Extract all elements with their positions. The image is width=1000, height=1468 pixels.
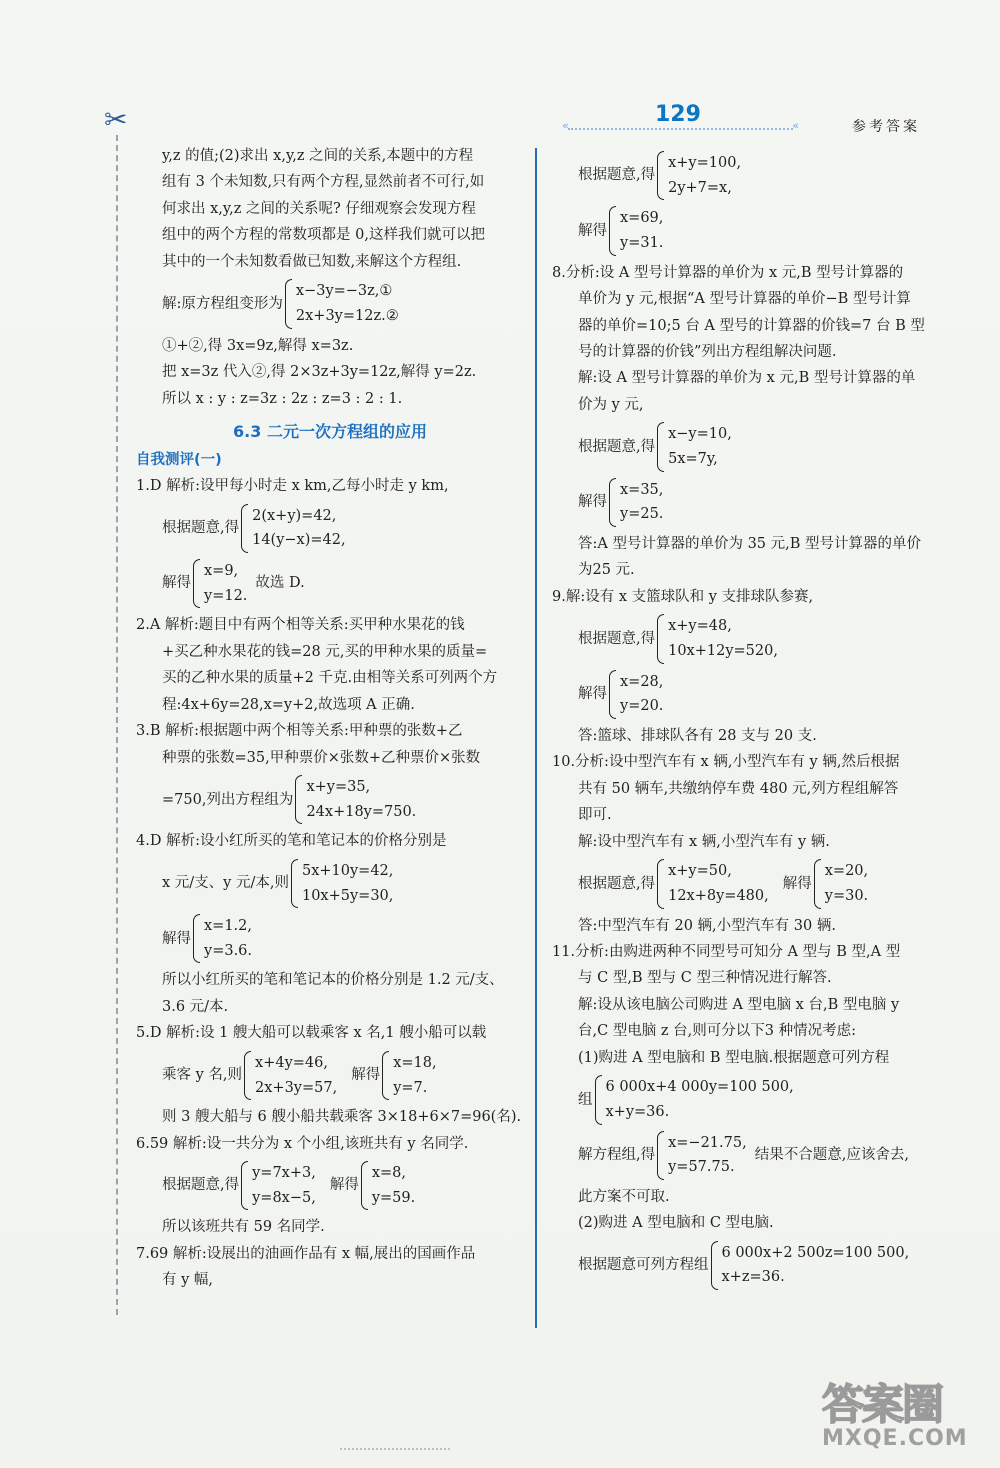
brace bbox=[609, 478, 616, 527]
solution-line: 台,C 型电脑 z 台,则可分以下3 种情况考虑: bbox=[578, 1023, 856, 1040]
result-system bbox=[136, 914, 524, 963]
page-number: 129 bbox=[655, 102, 701, 127]
solution-system bbox=[136, 279, 524, 328]
question-line: 即可. bbox=[578, 807, 612, 824]
question-line: 所以小红所买的笔和笔记本的价格分别是 1.2 元/支、 bbox=[162, 972, 504, 989]
brace bbox=[241, 504, 248, 553]
equation-lead: 根据题意,得 bbox=[578, 167, 656, 184]
equation: 10x+5y=30, bbox=[301, 887, 394, 904]
equation-system bbox=[552, 614, 944, 663]
brace bbox=[244, 1051, 251, 1100]
equation: 5x+10y=42, bbox=[301, 862, 394, 879]
result: x=69, bbox=[620, 210, 664, 227]
equation-system bbox=[136, 1051, 524, 1100]
equation-system bbox=[136, 775, 524, 824]
question-line: 2.A 解析:题目中有两个相等关系:买甲种水果花的钱 bbox=[136, 617, 465, 634]
cut-line bbox=[116, 135, 118, 1315]
equation-system bbox=[552, 422, 944, 471]
equation-lead: 根据题意可列方程组 bbox=[578, 1257, 709, 1274]
equation: x−3y=−3z,① bbox=[295, 283, 393, 300]
equation: 24x+18y=750. bbox=[306, 803, 417, 820]
section-title: 6.3 二元一次方程组的应用 bbox=[233, 422, 427, 442]
solution-line: 解:设中型汽车有 x 辆,小型汽车有 y 辆. bbox=[578, 833, 830, 850]
result-lead: 解得 bbox=[578, 686, 607, 703]
scissors-icon: ✂ bbox=[104, 103, 128, 136]
equation-system bbox=[552, 151, 944, 200]
case-line: (2)购进 A 型电脑和 C 型电脑. bbox=[578, 1215, 774, 1232]
result-lead: 解方程组,得 bbox=[578, 1147, 656, 1164]
arrow-left-icon: « bbox=[792, 119, 799, 132]
result-system bbox=[552, 206, 944, 255]
question-line: 共有 50 辆车,共缴纳停车费 480 元,列方程组解答 bbox=[578, 780, 899, 797]
result: x=35, bbox=[620, 481, 664, 498]
section-label: 参考答案 bbox=[852, 119, 920, 135]
equation-lead: 解:原方程组变形为 bbox=[162, 295, 283, 312]
result-tail: 故选 D. bbox=[255, 575, 305, 592]
equation: 2(x+y)=42, bbox=[252, 507, 337, 524]
question-line: 7.69 解析:设展出的油画作品有 x 幅,展出的国画作品 bbox=[136, 1245, 476, 1262]
question-line: 6.59 解析:设一共分为 x 个小组,该班共有 y 名同学. bbox=[136, 1135, 469, 1152]
equation-lead: =750,列出方程组为 bbox=[162, 791, 294, 808]
question-line: 11.分析:由购进两种不同型号可知分 A 型与 B 型,A 型 bbox=[552, 944, 901, 960]
result: y=7. bbox=[393, 1079, 428, 1096]
result-tail: 结果不合题意,应该舍去, bbox=[754, 1147, 909, 1164]
result: y=31. bbox=[620, 234, 664, 251]
question-line: 器的单价=10;5 台 A 型号的计算器的价钱=7 台 B 型 bbox=[578, 317, 925, 334]
solution-line: 解:设从该电脑公司购进 A 型电脑 x 台,B 型电脑 y bbox=[578, 996, 900, 1013]
equation: 12x+8y=480, bbox=[668, 887, 769, 904]
equation-lead: x 元/支、y 元/本,则 bbox=[162, 875, 289, 892]
question-line: 5.D 解析:设 1 艘大船可以载乘客 x 名,1 艘小船可以载 bbox=[136, 1025, 487, 1042]
equation: 5x=7y, bbox=[668, 451, 718, 468]
result: y=59. bbox=[371, 1189, 416, 1206]
equation: 6 000x+4 000y=100 500, bbox=[605, 1079, 794, 1096]
solution-line: ①+②,得 3x=9z,解得 x=3z. bbox=[162, 337, 354, 354]
question-line: 买的乙种水果的质量+2 千克.由相等关系可列两个方 bbox=[162, 670, 498, 687]
brace bbox=[193, 914, 200, 963]
brace bbox=[361, 1161, 368, 1210]
question-line: 所以该班共有 59 名同学. bbox=[162, 1219, 325, 1236]
result-lead: 解得 bbox=[329, 1177, 359, 1194]
case-line: 此方案不可取. bbox=[578, 1188, 670, 1205]
brace bbox=[657, 1131, 664, 1180]
question-line: 种票的张数=35,甲种票价×张数+乙种票价×张数 bbox=[162, 749, 481, 766]
intro-line: 其中的一个未知数看做已知数,来解这个方程组. bbox=[162, 253, 462, 270]
equation-system bbox=[136, 859, 524, 908]
equation: 2x+3y=12z.② bbox=[295, 307, 399, 324]
subsection-title: 自我测评(一) bbox=[136, 451, 222, 468]
intro-line: 何求出 x,y,z 之间的关系呢? 仔细观察会发现方程 bbox=[162, 200, 476, 217]
scan-artifact bbox=[340, 1440, 450, 1450]
solution-line: 解:设 A 型号计算器的单价为 x 元,B 型号计算器的单 bbox=[578, 370, 916, 387]
question-line: 3.6 元/本. bbox=[162, 998, 229, 1015]
arrow-left-icon: « bbox=[562, 119, 569, 132]
result-lead: 解得 bbox=[578, 222, 607, 239]
equation: x+y=100, bbox=[668, 155, 742, 171]
solution-line: 把 x=3z 代入②,得 2×3z+3y=12z,解得 y=2z. bbox=[162, 364, 477, 381]
watermark-url: MXQE.COM bbox=[822, 1426, 968, 1451]
brace bbox=[295, 775, 302, 824]
answer-line: 答:A 型号计算器的单价为 35 元,B 型号计算器的单价 bbox=[578, 535, 922, 552]
result: y=57.75. bbox=[668, 1159, 735, 1176]
question-line: 程:4x+6y=28,x=y+2,故选项 A 正确. bbox=[162, 696, 415, 713]
question-line: 1.D 解析:设甲每小时走 x km,乙每小时走 y km, bbox=[136, 478, 449, 495]
question-line: +买乙种水果花的钱=28 元,买的甲种水果的质量= bbox=[162, 643, 488, 660]
question-line: 3.B 解析:根据题中两个相等关系:甲种票的张数+乙 bbox=[136, 723, 463, 740]
equation: 2y+7=x, bbox=[668, 179, 732, 196]
question-line: 10.分析:设中型汽车有 x 辆,小型汽车有 y 辆,然后根据 bbox=[552, 754, 900, 771]
right-column bbox=[552, 145, 944, 1296]
result: y=25. bbox=[620, 506, 664, 523]
result: x=−21.75, bbox=[668, 1134, 747, 1151]
equation-lead: 根据题意,得 bbox=[162, 520, 240, 537]
brace bbox=[657, 859, 664, 908]
equation: 6 000x+2 500z=100 500, bbox=[721, 1244, 910, 1261]
equation-lead: 组 bbox=[578, 1091, 593, 1108]
brace bbox=[291, 859, 298, 908]
result-lead: 解得 bbox=[162, 575, 191, 592]
brace bbox=[657, 422, 664, 471]
result: x=1.2, bbox=[204, 918, 252, 935]
result: x=18, bbox=[393, 1054, 437, 1071]
brace bbox=[241, 1161, 248, 1210]
brace bbox=[814, 859, 821, 908]
answer-line: 为25 元. bbox=[578, 562, 635, 579]
equation-system bbox=[136, 1161, 524, 1210]
equation-lead: 根据题意,得 bbox=[578, 875, 656, 892]
brace bbox=[657, 151, 664, 200]
result-lead: 解得 bbox=[351, 1067, 381, 1084]
result-system bbox=[136, 559, 524, 608]
watermark-logo bbox=[822, 1372, 972, 1452]
equation: x+4y=46, bbox=[255, 1054, 328, 1071]
result: x=20, bbox=[824, 863, 869, 880]
brace bbox=[193, 559, 200, 608]
equation: y=7x+3, bbox=[252, 1165, 316, 1182]
question-line: 4.D 解析:设小红所买的笔和笔记本的价格分别是 bbox=[136, 833, 447, 850]
equation-system bbox=[552, 1241, 944, 1290]
header-arrow-rule bbox=[562, 119, 799, 132]
brace bbox=[382, 1051, 389, 1100]
brace bbox=[711, 1241, 718, 1290]
result-system bbox=[552, 670, 944, 719]
equation: 14(y−x)=42, bbox=[252, 532, 346, 549]
question-line: 8.分析:设 A 型号计算器的单价为 x 元,B 型号计算器的 bbox=[552, 264, 904, 281]
case-line: (1)购进 A 型电脑和 B 型电脑.根据题意可列方程 bbox=[578, 1049, 890, 1066]
result: x=8, bbox=[371, 1165, 407, 1182]
equation: x+y=36. bbox=[605, 1103, 670, 1120]
solution-line: 价为 y 元, bbox=[578, 396, 644, 413]
result: y=20. bbox=[620, 698, 664, 715]
equation-system bbox=[552, 859, 944, 908]
result-lead: 解得 bbox=[162, 930, 191, 947]
brace bbox=[657, 614, 664, 663]
equation-system bbox=[136, 504, 524, 553]
intro-line: y,z 的值;(2)求出 x,y,z 之间的关系,本题中的方程 bbox=[162, 148, 474, 164]
question-line: 与 C 型,B 型与 C 型三种情况进行解答. bbox=[578, 970, 832, 987]
brace bbox=[609, 670, 616, 719]
equation: x+y=50, bbox=[668, 863, 732, 880]
equation: x+y=48, bbox=[668, 618, 732, 635]
answer-line: 答:篮球、排球队各有 28 支与 20 支. bbox=[578, 727, 817, 744]
equation-lead: 根据题意,得 bbox=[162, 1177, 240, 1194]
question-line: 则 3 艘大船与 6 艘小船共载乘客 3×18+6×7=96(名). bbox=[162, 1109, 522, 1126]
question-line: 号的计算器的价钱”列出方程组解决问题. bbox=[578, 343, 837, 360]
equation: x+y=35, bbox=[306, 779, 371, 796]
intro-line: 组有 3 个未知数,只有两个方程,显然前者不可行,如 bbox=[162, 174, 485, 191]
result: y=3.6. bbox=[204, 942, 253, 959]
left-column bbox=[136, 145, 524, 1296]
equation: x−y=10, bbox=[668, 426, 732, 443]
brace bbox=[609, 206, 616, 255]
result: y=12. bbox=[204, 587, 248, 604]
brace bbox=[595, 1075, 602, 1124]
watermark-text: 答案圈 bbox=[822, 1380, 943, 1429]
result-system bbox=[552, 1131, 944, 1180]
intro-line: 组中的两个方程的常数项都是 0,这样我们就可以把 bbox=[162, 227, 485, 244]
question-line: 有 y 幅, bbox=[162, 1272, 214, 1289]
equation: x+z=36. bbox=[721, 1269, 785, 1286]
equation-lead: 乘客 y 名,则 bbox=[162, 1067, 243, 1084]
result: x=9, bbox=[204, 563, 239, 580]
brace bbox=[285, 279, 292, 328]
equation-lead: 根据题意,得 bbox=[578, 438, 656, 455]
answer-line: 答:中型汽车有 20 辆,小型汽车有 30 辆. bbox=[578, 917, 836, 934]
result-lead: 解得 bbox=[578, 494, 607, 511]
equation: 10x+12y=520, bbox=[668, 642, 778, 659]
result-system bbox=[552, 478, 944, 527]
equation-lead: 根据题意,得 bbox=[578, 630, 656, 647]
question-line: 单价为 y 元,根据“A 型号计算器的单价−B 型号计算 bbox=[578, 291, 911, 308]
equation-system bbox=[552, 1075, 944, 1124]
result-lead: 解得 bbox=[782, 875, 812, 892]
question-line: 9.解:设有 x 支篮球队和 y 支排球队参赛, bbox=[552, 588, 814, 605]
result: x=28, bbox=[620, 673, 664, 690]
solution-line: 所以 x : y : z=3z : 2z : z=3 : 2 : 1. bbox=[162, 390, 403, 407]
column-divider bbox=[535, 148, 537, 1328]
equation: 2x+3y=57, bbox=[255, 1079, 338, 1096]
result: y=30. bbox=[824, 887, 869, 904]
equation: y=8x−5, bbox=[252, 1189, 316, 1206]
